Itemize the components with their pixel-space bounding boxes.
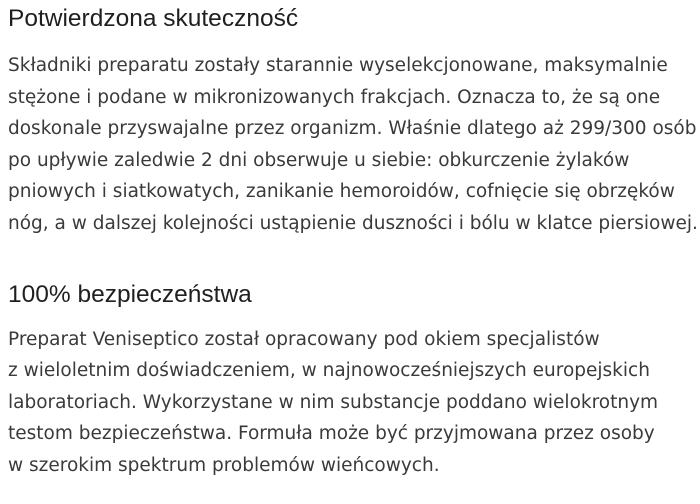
section-heading: 100% bezpieczeństwa: [8, 280, 252, 308]
paragraph-line: Składniki preparatu zostały starannie wyselekcjonowane, maksymalnie: [8, 55, 668, 76]
paragraph-line: laboratoriach. Wykorzystane w nim substancje poddano wielokrotnym: [8, 391, 659, 413]
section-heading: Potwierdzona skuteczność: [8, 5, 299, 32]
section-paragraph: [8, 50, 698, 240]
section-paragraph: [8, 324, 698, 482]
paragraph-line: pniowych i siatkowatych, zanikanie hemoroidów, cofnięcie się obrzęków: [8, 181, 675, 203]
article-content: [8, 0, 698, 482]
paragraph-line: nóg, a w dalszej kolejności ustąpienie duszności i bólu w klatce piersiowej.: [8, 212, 698, 234]
section-efficacy: [8, 4, 698, 240]
paragraph-line: w szerokim spektrum problemów wieńcowych.: [8, 454, 440, 476]
paragraph-line: po upływie zaledwie 2 dni obserwuje u siebie: obkurczenie żylaków: [8, 149, 630, 171]
paragraph-line: z wieloletnim doświadczeniem, w najnowocześniejszych europejskich: [8, 360, 650, 382]
paragraph-line: Preparat Veniseptico został opracowany pod okiem specjalistów: [8, 328, 600, 350]
paragraph-line: doskonale przyswajalne przez organizm. Właśnie dlatego aż 299/300 osób: [8, 118, 697, 140]
section-safety: [8, 280, 698, 482]
paragraph-line: testom bezpieczeństwa. Formuła może być przyjmowana przez osoby: [8, 423, 655, 445]
paragraph-line: stężone i podane w mikronizowanych frakcjach. Oznacza to, że są one: [8, 86, 661, 108]
